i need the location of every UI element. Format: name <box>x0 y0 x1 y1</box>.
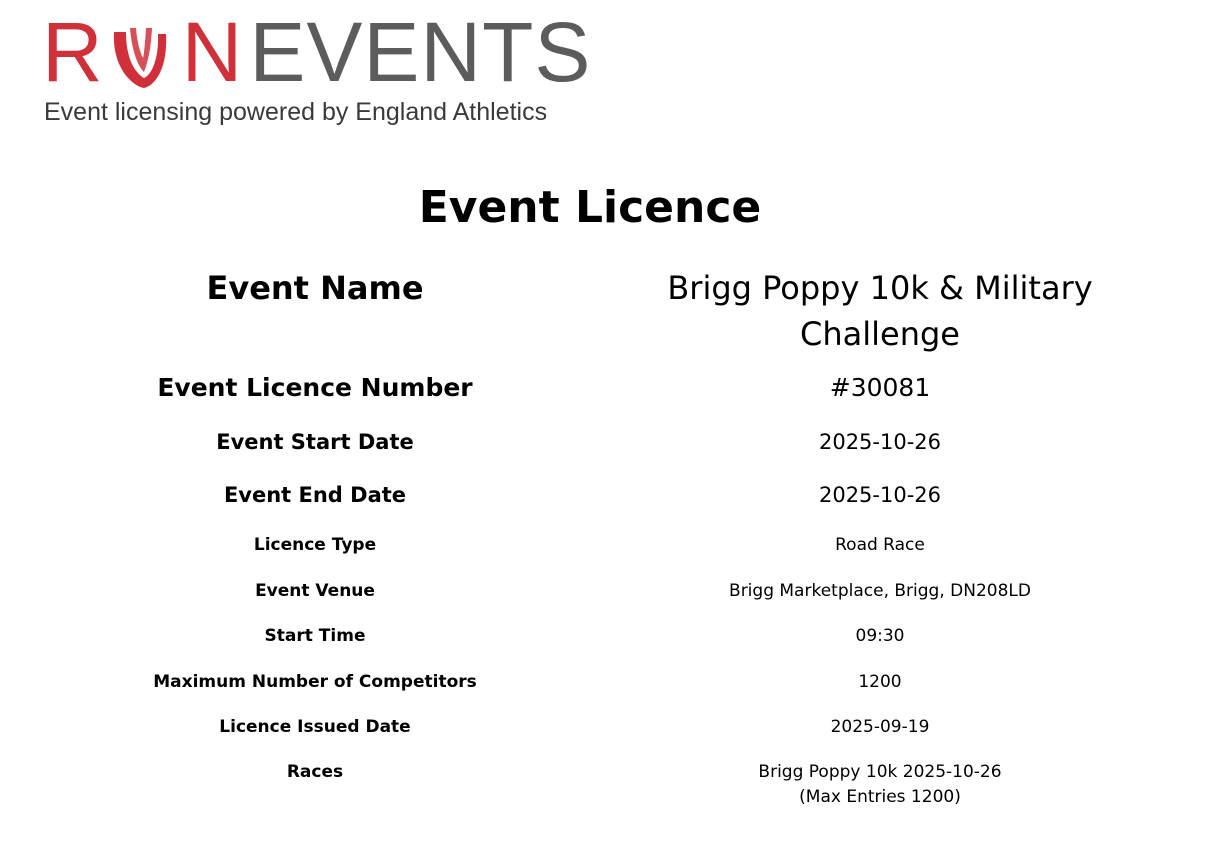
row-start-date <box>0 426 1210 479</box>
row-max-competitors <box>0 669 1210 715</box>
row-licence-type <box>0 532 1210 578</box>
logo-letter-n: N <box>181 5 244 99</box>
max-competitors-label: Maximum Number of Competitors <box>153 671 477 692</box>
row-end-date <box>0 479 1210 532</box>
start-date-label: Event Start Date <box>216 430 414 454</box>
end-date-label: Event End Date <box>223 483 407 507</box>
licence-details-table <box>0 260 1210 810</box>
licence-number-label: Event Licence Number <box>157 373 473 402</box>
issued-date-label: Licence Issued Date <box>219 717 411 737</box>
licence-number-value: #30081 <box>829 373 931 402</box>
row-event-venue <box>0 578 1210 624</box>
end-date-value: 2025-10-26 <box>818 483 942 507</box>
max-competitors-value: 1200 <box>858 671 902 692</box>
page-title: Event Licence <box>418 182 762 233</box>
races-value <box>630 760 1130 810</box>
race-max-entries: (Max Entries 1200) <box>799 786 961 807</box>
event-name-value: Brigg Poppy 10k & Military Challenge <box>667 269 1093 353</box>
row-start-time <box>0 623 1210 669</box>
row-event-name <box>0 260 1210 370</box>
runner-swoosh-icon <box>104 12 182 92</box>
venue-label: Event Venue <box>255 580 375 601</box>
logo-wordmark <box>42 5 592 99</box>
venue-value: Brigg Marketplace, Brigg, DN208LD <box>729 580 1031 601</box>
runevents-logo <box>42 5 602 130</box>
logo-letter-r: R <box>42 5 104 99</box>
issued-date-value: 2025-09-19 <box>830 717 930 737</box>
licence-type-value: Road Race <box>835 535 925 555</box>
start-time-label: Start Time <box>264 626 366 646</box>
event-name-label: Event Name <box>206 269 424 307</box>
logo-events-text: EVENTS <box>249 5 592 99</box>
logo-tagline: Event licensing powered by England Athletics <box>44 98 548 126</box>
row-races <box>0 760 1210 810</box>
race-name-date: Brigg Poppy 10k 2025-10-26 <box>758 761 1002 782</box>
row-issued-date <box>0 714 1210 760</box>
start-time-value: 09:30 <box>855 626 905 646</box>
row-licence-number <box>0 370 1210 426</box>
start-date-value: 2025-10-26 <box>818 430 942 454</box>
licence-type-label: Licence Type <box>253 535 377 555</box>
races-label: Races <box>286 761 344 782</box>
